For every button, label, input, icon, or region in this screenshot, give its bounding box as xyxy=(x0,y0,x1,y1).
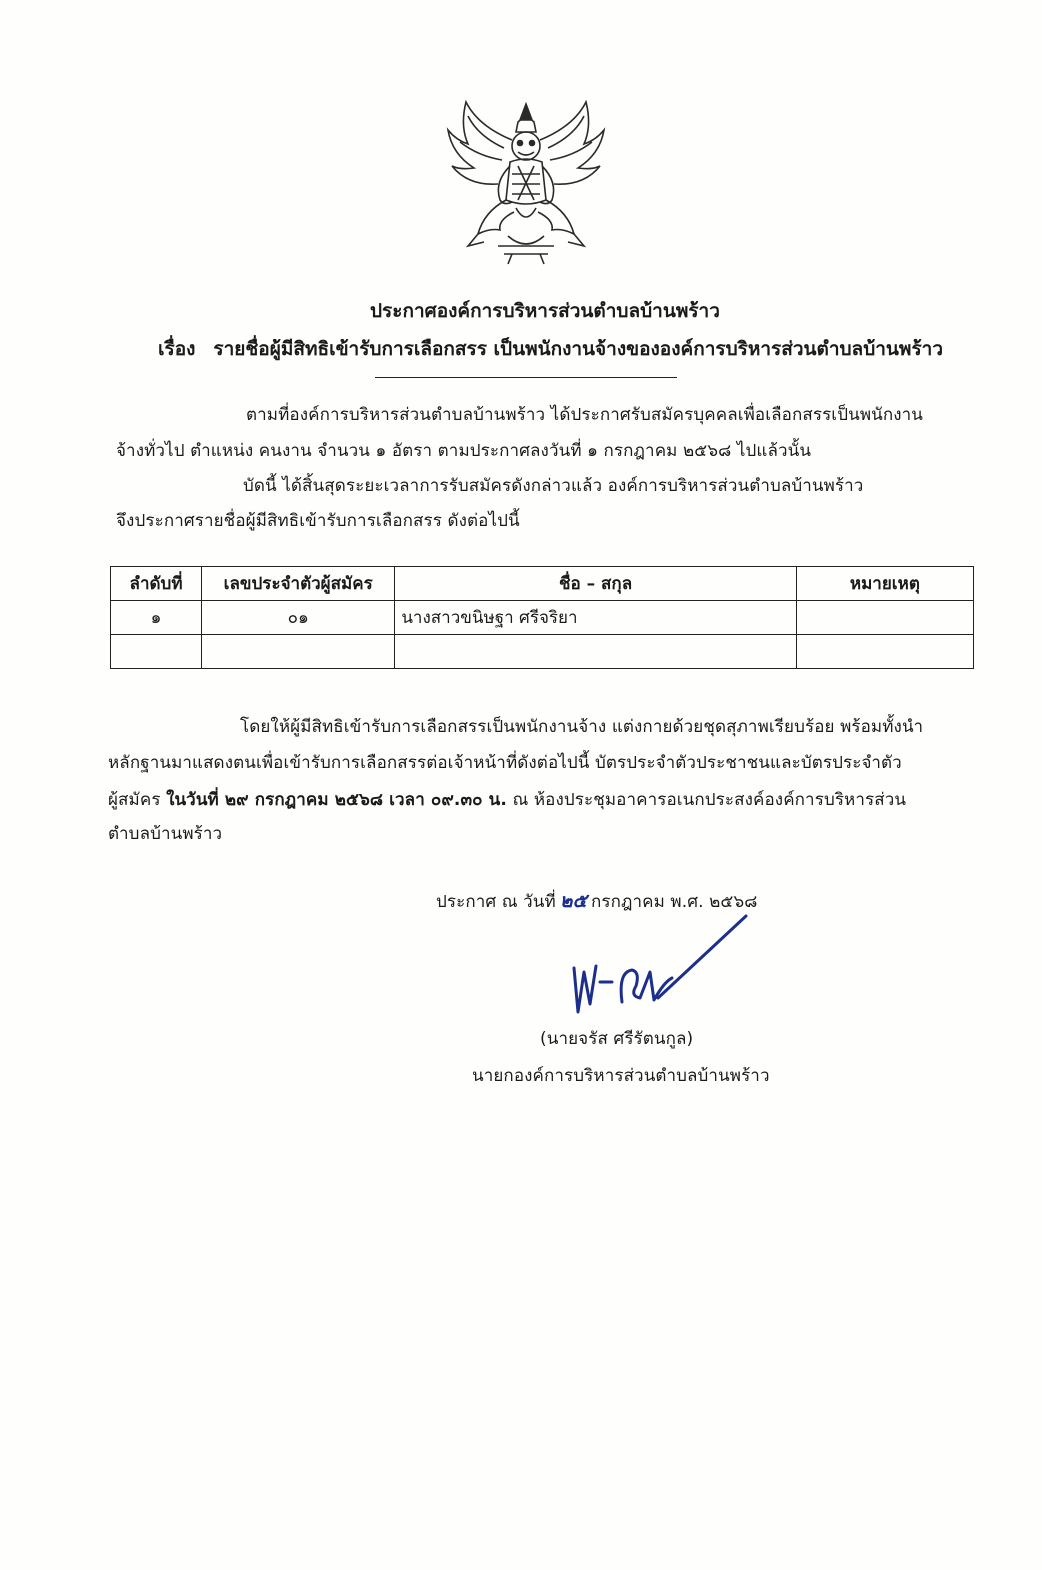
table-row xyxy=(111,635,974,669)
title-divider xyxy=(375,377,677,378)
garuda-emblem-icon xyxy=(438,96,614,266)
cell-order xyxy=(111,635,202,669)
instructions-line-1: โดยให้ผู้มีสิทธิเข้ารับการเลือกสรรเป็นพนักงานจ้าง แต่งกายด้วยชุดสุภาพเรียบร้อย พร้อมทั้งนำ xyxy=(240,717,924,737)
signer-title: นายกองค์การบริหารส่วนตำบลบ้านพร้าว xyxy=(472,1066,770,1086)
signature-icon xyxy=(560,912,760,1022)
intro-line-3: บัดนี้ ได้สิ้นสุดระยะเวลาการรับสมัครดังกล่าวแล้ว องค์การบริหารส่วนตำบลบ้านพร้าว xyxy=(243,476,864,496)
subject-line xyxy=(158,334,943,364)
column-header-order: ลำดับที่ xyxy=(111,567,202,601)
column-header-remarks: หมายเหตุ xyxy=(796,567,973,601)
column-header-applicant-id: เลขประจำตัวผู้สมัคร xyxy=(202,567,395,601)
document-title: ประกาศองค์การบริหารส่วนตำบลบ้านพร้าว xyxy=(370,300,720,322)
signer-name: (นายจรัส ศรีรัตนกูล) xyxy=(540,1029,694,1049)
subject-text: รายชื่อผู้มีสิทธิเข้ารับการเลือกสรร เป็นพนักงานจ้างขององค์การบริหารส่วนตำบลบ้านพร้าว xyxy=(213,338,943,360)
cell-remarks xyxy=(796,635,973,669)
candidate-table xyxy=(110,566,974,669)
column-header-name: ชื่อ – สกุล xyxy=(395,567,796,601)
intro-line-1: ตามที่องค์การบริหารส่วนตำบลบ้านพร้าว ได้ประกาศรับสมัครบุคคลเพื่อเลือกสรรเป็นพนักงาน xyxy=(246,405,924,425)
announce-prefix: ประกาศ ณ วันที่ xyxy=(436,892,556,912)
instructions-line-4: ตำบลบ้านพร้าว xyxy=(108,824,223,844)
cell-order: ๑ xyxy=(111,601,202,635)
instructions-line-3-start: ผู้สมัคร xyxy=(108,790,167,810)
cell-applicant-id: ๐๑ xyxy=(202,601,395,635)
cell-remarks xyxy=(796,601,973,635)
table-row xyxy=(111,601,974,635)
subject-label: เรื่อง xyxy=(158,338,196,360)
announce-suffix: กรกฎาคม พ.ศ. ๒๕๖๘ xyxy=(590,892,758,912)
instructions-line-2: หลักฐานมาแสดงตนเพื่อเข้ารับการเลือกสรรต่อเจ้าหน้าที่ดังต่อไปนี้ บัตรประจำตัวประชาชนและบัตรประจำตัว xyxy=(108,753,902,773)
exam-date-time: ในวันที่ ๒๙ กรกฎาคม ๒๕๖๘ เวลา ๐๙.๓๐ น. xyxy=(166,790,507,810)
table-header-row xyxy=(111,567,974,601)
announce-day-handwritten: ๒๕ xyxy=(559,890,587,912)
intro-line-2: จ้างทั่วไป ตำแหน่ง คนงาน จำนวน ๑ อัตรา ตามประกาศลงวันที่ ๑ กรกฎาคม ๒๕๖๘ ไปแล้วนั้น xyxy=(116,441,812,461)
cell-applicant-id xyxy=(202,635,395,669)
cell-name xyxy=(395,635,796,669)
cell-name: นางสาวขนิษฐา ศรีจริยา xyxy=(395,601,796,635)
instructions-line-3-end: ณ ห้องประชุมอาคารอเนกประสงค์องค์การบริหารส่วน xyxy=(506,790,907,810)
intro-line-4: จึงประกาศรายชื่อผู้มีสิทธิเข้ารับการเลือกสรร ดังต่อไปนี้ xyxy=(116,511,520,531)
instructions-line-3 xyxy=(108,786,906,813)
